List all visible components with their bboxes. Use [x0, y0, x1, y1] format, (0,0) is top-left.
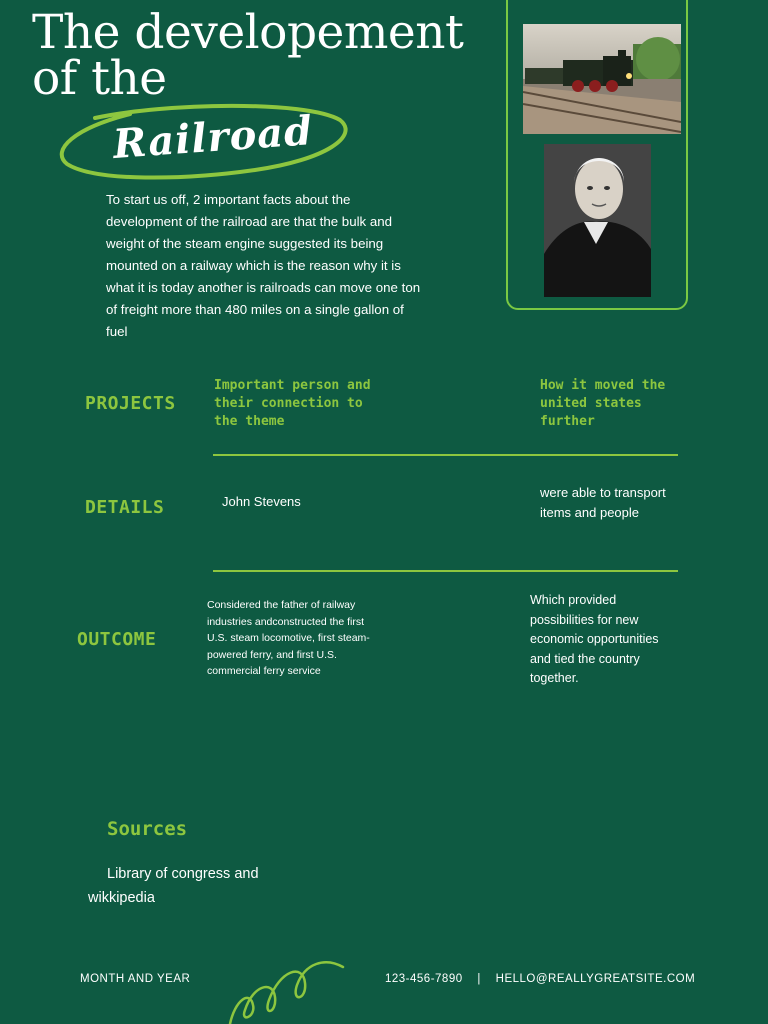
sources-text: Library of congress and wikkipedia: [88, 866, 259, 906]
details-person: John Stevens: [222, 494, 301, 509]
john-stevens-portrait: [544, 144, 651, 297]
column-head-person: Important person and their connection to the theme: [214, 378, 371, 429]
column-head-impact: How it moved the united states further: [540, 378, 666, 429]
subtitle: Railroad: [111, 107, 315, 168]
page-title: [32, 5, 464, 106]
title-line-1: The developement: [32, 5, 464, 60]
footer-date: MONTH AND YEAR: [80, 973, 191, 985]
row-label-projects: PROJECTS: [85, 393, 176, 414]
subtitle-badge: [55, 98, 355, 190]
row-label-details: DETAILS: [85, 497, 165, 518]
title-line-2: of the: [32, 51, 167, 106]
outcome-impact: Which provided possibilities for new economic opportunities and tied the country together.: [530, 593, 659, 685]
outcome-person: Considered the father of railway industries andconstructed the first U.S. steam locomotive, first steam-powered ferry, and first U.S. commercial ferry service: [207, 599, 370, 677]
loop-scribble-icon: [225, 955, 345, 1024]
steam-locomotive-photo: [523, 24, 681, 134]
table-divider: [213, 454, 678, 456]
sources-heading: Sources: [107, 818, 188, 840]
intro-paragraph: To start us off, 2 important facts about the development of the railroad are that the bulk and weight of the steam engine suggested its being mounted on a railway which is the reason why it is what it is today another is railroads can move one ton of freight more than 480 miles on a single gallon of fuel: [106, 192, 421, 339]
footer-contact: 123-456-7890 | HELLO@REALLYGREATSITE.COM: [385, 973, 696, 985]
table-divider: [213, 570, 678, 572]
details-impact: were able to transport items and people: [540, 485, 666, 520]
row-label-outcome: OUTCOME: [77, 629, 157, 650]
